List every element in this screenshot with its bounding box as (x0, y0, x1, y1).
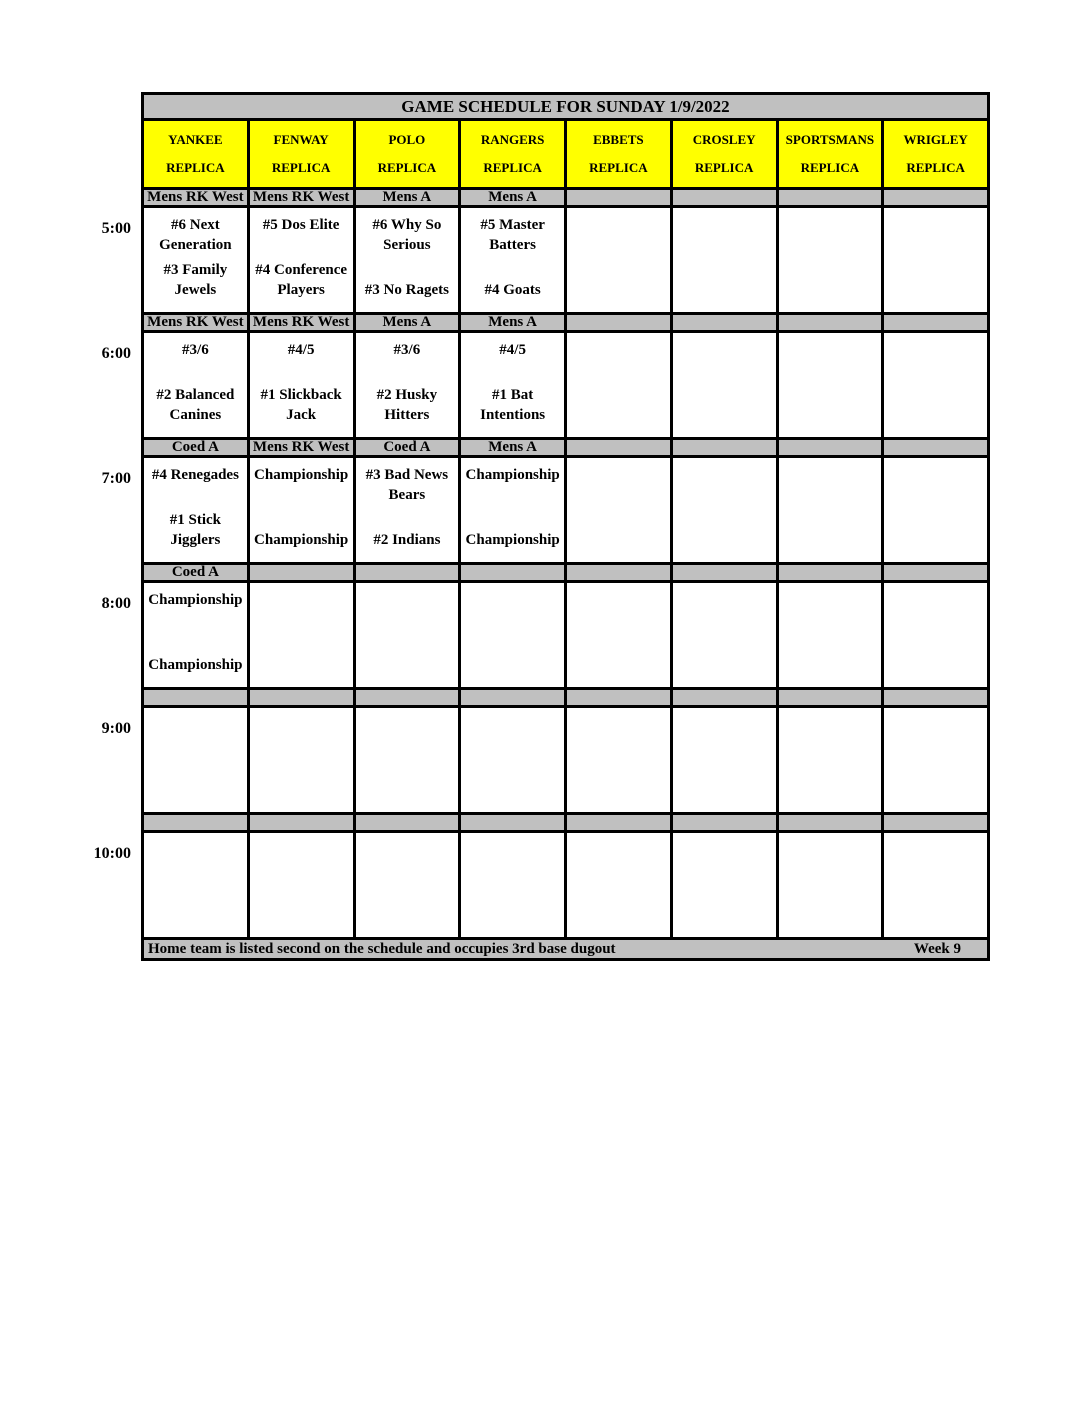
game-row (101, 708, 987, 812)
home-team (569, 281, 668, 300)
league-label: Coed A (171, 439, 219, 455)
league-label: Mens A (488, 439, 537, 455)
home-team: #1 Bat Intentions (480, 387, 546, 423)
league-band-cell (250, 690, 353, 705)
venue-subtitle: REPLICA (589, 160, 648, 175)
home-team (569, 406, 668, 425)
away-team: Championship (465, 467, 560, 483)
game-cell (779, 208, 882, 312)
home-team (781, 906, 880, 925)
game-cell (779, 708, 882, 812)
away-team (886, 841, 985, 860)
home-team (781, 281, 880, 300)
game-row (101, 208, 987, 312)
game-cell (673, 333, 776, 437)
away-team (781, 466, 880, 485)
league-band-row (144, 315, 987, 330)
home-team (569, 531, 668, 550)
home-team (463, 781, 562, 800)
venue-header-cell (250, 121, 353, 187)
away-team: #5 Master Batters (480, 217, 545, 253)
venue-subtitle: REPLICA (800, 160, 860, 175)
league-band-cell (673, 815, 776, 830)
home-team: #4 Goats (484, 281, 541, 298)
footer-note: Home team is listed second on the schedule and occupies 3rd base dugout (148, 941, 616, 957)
league-band-cell (144, 190, 247, 205)
venue-subtitle: REPLICA (906, 160, 965, 175)
league-band-cell (884, 440, 987, 455)
league-label: Mens A (382, 314, 432, 330)
home-team (781, 656, 880, 675)
home-team (569, 781, 668, 800)
schedule-title-bar (144, 95, 987, 118)
venue-header-cell (884, 121, 987, 187)
league-band-cell (144, 690, 247, 705)
home-team (886, 656, 985, 675)
away-team (358, 591, 457, 610)
game-cell (356, 458, 459, 562)
game-cell (356, 583, 459, 687)
game-cell (461, 833, 564, 937)
away-team (252, 591, 351, 610)
league-band-cell (673, 190, 776, 205)
time-label: 9:00 (101, 720, 131, 737)
league-band-cell (461, 315, 564, 330)
league-band-cell (144, 815, 247, 830)
league-band-cell (461, 190, 564, 205)
game-cell (884, 833, 987, 937)
away-team (781, 216, 880, 235)
league-band-cell (673, 690, 776, 705)
venue-header-cell (461, 121, 564, 187)
away-team (358, 716, 457, 735)
venue-header-cell (567, 121, 670, 187)
league-band-cell (567, 190, 670, 205)
week-label: Week 9 (913, 941, 961, 957)
game-cell (356, 333, 459, 437)
game-cell (884, 333, 987, 437)
schedule-title: GAME SCHEDULE FOR SUNDAY 1/9/2022 (401, 97, 730, 116)
away-team (569, 591, 668, 610)
game-cell (461, 583, 564, 687)
league-band-cell (673, 440, 776, 455)
away-team (463, 591, 562, 610)
league-band-cell (144, 565, 247, 580)
home-team (358, 781, 457, 800)
game-cell (144, 708, 247, 812)
game-cell (356, 208, 459, 312)
venue-header-cell (673, 121, 776, 187)
home-team (569, 906, 668, 925)
away-team (781, 591, 880, 610)
home-team: #1 Slickback Jack (260, 387, 342, 423)
away-team (252, 841, 351, 860)
venue-subtitle: REPLICA (166, 160, 225, 175)
game-cell (250, 833, 353, 937)
away-team (569, 716, 668, 735)
league-band-cell (356, 565, 459, 580)
game-cell (567, 458, 670, 562)
home-team (358, 906, 457, 925)
away-team (781, 716, 880, 735)
game-cell (461, 708, 564, 812)
venue-subtitle: REPLICA (694, 160, 754, 175)
away-team (463, 716, 562, 735)
league-label: Coed A (383, 439, 431, 455)
away-team (781, 341, 880, 360)
game-cell (567, 583, 670, 687)
away-team (886, 466, 985, 485)
game-row (101, 583, 987, 687)
game-cell (250, 458, 353, 562)
home-team (675, 906, 774, 925)
game-cell (567, 708, 670, 812)
league-band-row (144, 565, 987, 580)
league-band-cell (884, 815, 987, 830)
away-team (675, 716, 774, 735)
league-band-cell (250, 315, 353, 330)
home-team (886, 531, 985, 550)
game-row (101, 458, 987, 562)
home-team (146, 781, 245, 800)
league-band-cell (250, 440, 353, 455)
away-team: #4/5 (287, 342, 315, 358)
league-label: Mens A (382, 189, 432, 205)
away-team (569, 216, 668, 235)
game-cell (779, 583, 882, 687)
venue-name: RANGERS (480, 132, 545, 147)
league-band-cell (250, 565, 353, 580)
away-team (781, 841, 880, 860)
game-cell (779, 833, 882, 937)
venue-subtitle: REPLICA (271, 160, 331, 175)
home-team (675, 656, 774, 675)
game-cell (673, 208, 776, 312)
game-row (101, 333, 987, 437)
league-label: Mens RK West (252, 314, 350, 330)
home-team (675, 781, 774, 800)
home-team (463, 656, 562, 675)
league-band-row (144, 190, 987, 205)
away-team (358, 841, 457, 860)
time-label: 5:00 (101, 220, 131, 237)
home-team: #2 Husky Hitters (376, 387, 438, 423)
league-band-cell (567, 815, 670, 830)
venue-header-cell (144, 121, 247, 187)
home-team: #3 Family Jewels (163, 262, 228, 298)
venue-name: CROSLEY (692, 132, 756, 147)
away-team: #4/5 (499, 342, 526, 358)
league-band-cell (779, 690, 882, 705)
home-team: #4 Conference Players (255, 262, 348, 298)
league-band-cell (356, 815, 459, 830)
away-team: #3 Bad News Bears (365, 467, 449, 503)
league-label: Mens RK West (147, 314, 244, 330)
game-cell (250, 208, 353, 312)
away-team (886, 591, 985, 610)
venue-name: YANKEE (168, 132, 223, 147)
game-cell (884, 458, 987, 562)
home-team (146, 906, 245, 925)
league-band-cell (884, 690, 987, 705)
league-label: Mens RK West (252, 439, 350, 455)
away-team (675, 341, 774, 360)
league-label: Mens RK West (252, 189, 350, 205)
home-team: Championship (465, 531, 560, 548)
away-team (886, 341, 985, 360)
away-team (675, 466, 774, 485)
venue-header-row (144, 121, 987, 187)
league-band-row (144, 815, 987, 830)
footer-bar (144, 940, 987, 958)
league-band-cell (356, 315, 459, 330)
venue-name: EBBETS (593, 132, 644, 147)
game-cell (144, 208, 247, 312)
away-team (675, 216, 774, 235)
game-cell (884, 708, 987, 812)
home-team (675, 531, 774, 550)
league-band-cell (461, 690, 564, 705)
away-team: #3/6 (393, 342, 421, 358)
away-team: #4 Renegades (151, 467, 239, 483)
venue-header-cell (356, 121, 459, 187)
league-band-row (144, 440, 987, 455)
game-cell (567, 833, 670, 937)
game-cell (673, 833, 776, 937)
game-cell (567, 208, 670, 312)
venue-name: WRIGLEY (903, 132, 968, 147)
home-team (252, 781, 351, 800)
game-cell (779, 458, 882, 562)
away-team (463, 841, 562, 860)
game-cell (884, 208, 987, 312)
time-label: 10:00 (93, 845, 131, 862)
away-team: #6 Why So Serious (372, 217, 442, 253)
away-team: #6 Next Generation (159, 217, 232, 253)
home-team (781, 531, 880, 550)
away-team (675, 841, 774, 860)
home-team (358, 656, 457, 675)
venue-name: SPORTSMANS (785, 132, 875, 147)
venue-name: POLO (388, 132, 426, 147)
league-band-cell (567, 565, 670, 580)
away-team (675, 591, 774, 610)
game-cell (461, 333, 564, 437)
league-band-cell (567, 440, 670, 455)
venue-name: FENWAY (273, 132, 329, 147)
game-cell (673, 708, 776, 812)
league-band-cell (461, 440, 564, 455)
away-team (252, 716, 351, 735)
league-band-cell (144, 315, 247, 330)
home-team (781, 406, 880, 425)
time-label: 7:00 (101, 470, 131, 487)
game-cell (250, 333, 353, 437)
game-cell (250, 708, 353, 812)
game-cell (144, 583, 247, 687)
league-band-cell (461, 815, 564, 830)
home-team (675, 406, 774, 425)
league-band-cell (779, 440, 882, 455)
league-band-row (144, 690, 987, 705)
league-band-cell (673, 315, 776, 330)
venue-subtitle: REPLICA (483, 160, 542, 175)
league-band-cell (779, 565, 882, 580)
league-band-cell (673, 565, 776, 580)
league-band-cell (250, 815, 353, 830)
league-band-cell (356, 440, 459, 455)
home-team (463, 906, 562, 925)
league-label: Mens A (488, 189, 537, 205)
home-team: #1 Stick Jigglers (169, 512, 221, 548)
home-team: #2 Balanced Canines (156, 387, 235, 423)
away-team (146, 841, 245, 860)
league-band-cell (356, 190, 459, 205)
game-cell (779, 333, 882, 437)
game-cell (144, 458, 247, 562)
home-team: #3 No Ragets (364, 281, 449, 298)
league-band-cell (356, 690, 459, 705)
league-band-cell (884, 190, 987, 205)
league-band-cell (250, 190, 353, 205)
league-band-cell (779, 315, 882, 330)
home-team (886, 281, 985, 300)
home-team (886, 781, 985, 800)
home-team (675, 281, 774, 300)
league-band-cell (461, 565, 564, 580)
league-label: Coed A (171, 564, 219, 580)
game-cell (144, 333, 247, 437)
game-cell (567, 333, 670, 437)
game-cell (461, 458, 564, 562)
league-band-cell (144, 440, 247, 455)
venue-header-cell (779, 121, 882, 187)
league-band-cell (884, 315, 987, 330)
league-band-cell (779, 190, 882, 205)
game-cell (144, 833, 247, 937)
league-band-cell (779, 815, 882, 830)
game-cell (461, 208, 564, 312)
league-label: Mens A (488, 314, 537, 330)
game-cell (356, 833, 459, 937)
away-team (569, 466, 668, 485)
home-team (886, 906, 985, 925)
league-band-cell (567, 315, 670, 330)
home-team: Championship (148, 656, 243, 673)
home-team (252, 656, 351, 675)
game-cell (884, 583, 987, 687)
away-team (569, 841, 668, 860)
away-team: #5 Dos Elite (262, 217, 340, 233)
home-team (781, 781, 880, 800)
game-cell (356, 708, 459, 812)
time-label: 6:00 (101, 345, 131, 362)
home-team: Championship (254, 531, 349, 548)
game-cell (673, 458, 776, 562)
game-row (93, 833, 987, 937)
away-team: Championship (148, 592, 243, 608)
away-team (569, 341, 668, 360)
time-label: 8:00 (101, 595, 131, 612)
away-team: Championship (254, 467, 349, 483)
game-cell (673, 583, 776, 687)
home-team: #2 Indians (373, 531, 441, 548)
away-team (886, 716, 985, 735)
league-label: Mens RK West (147, 189, 244, 205)
home-team (252, 906, 351, 925)
away-team: #3/6 (182, 342, 209, 358)
home-team (569, 656, 668, 675)
game-cell (250, 583, 353, 687)
league-band-cell (567, 690, 670, 705)
venue-subtitle: REPLICA (377, 160, 437, 175)
schedule-table (93, 92, 990, 961)
away-team (886, 216, 985, 235)
league-band-cell (884, 565, 987, 580)
home-team (886, 406, 985, 425)
away-team (146, 716, 245, 735)
schedule-body (93, 189, 987, 937)
